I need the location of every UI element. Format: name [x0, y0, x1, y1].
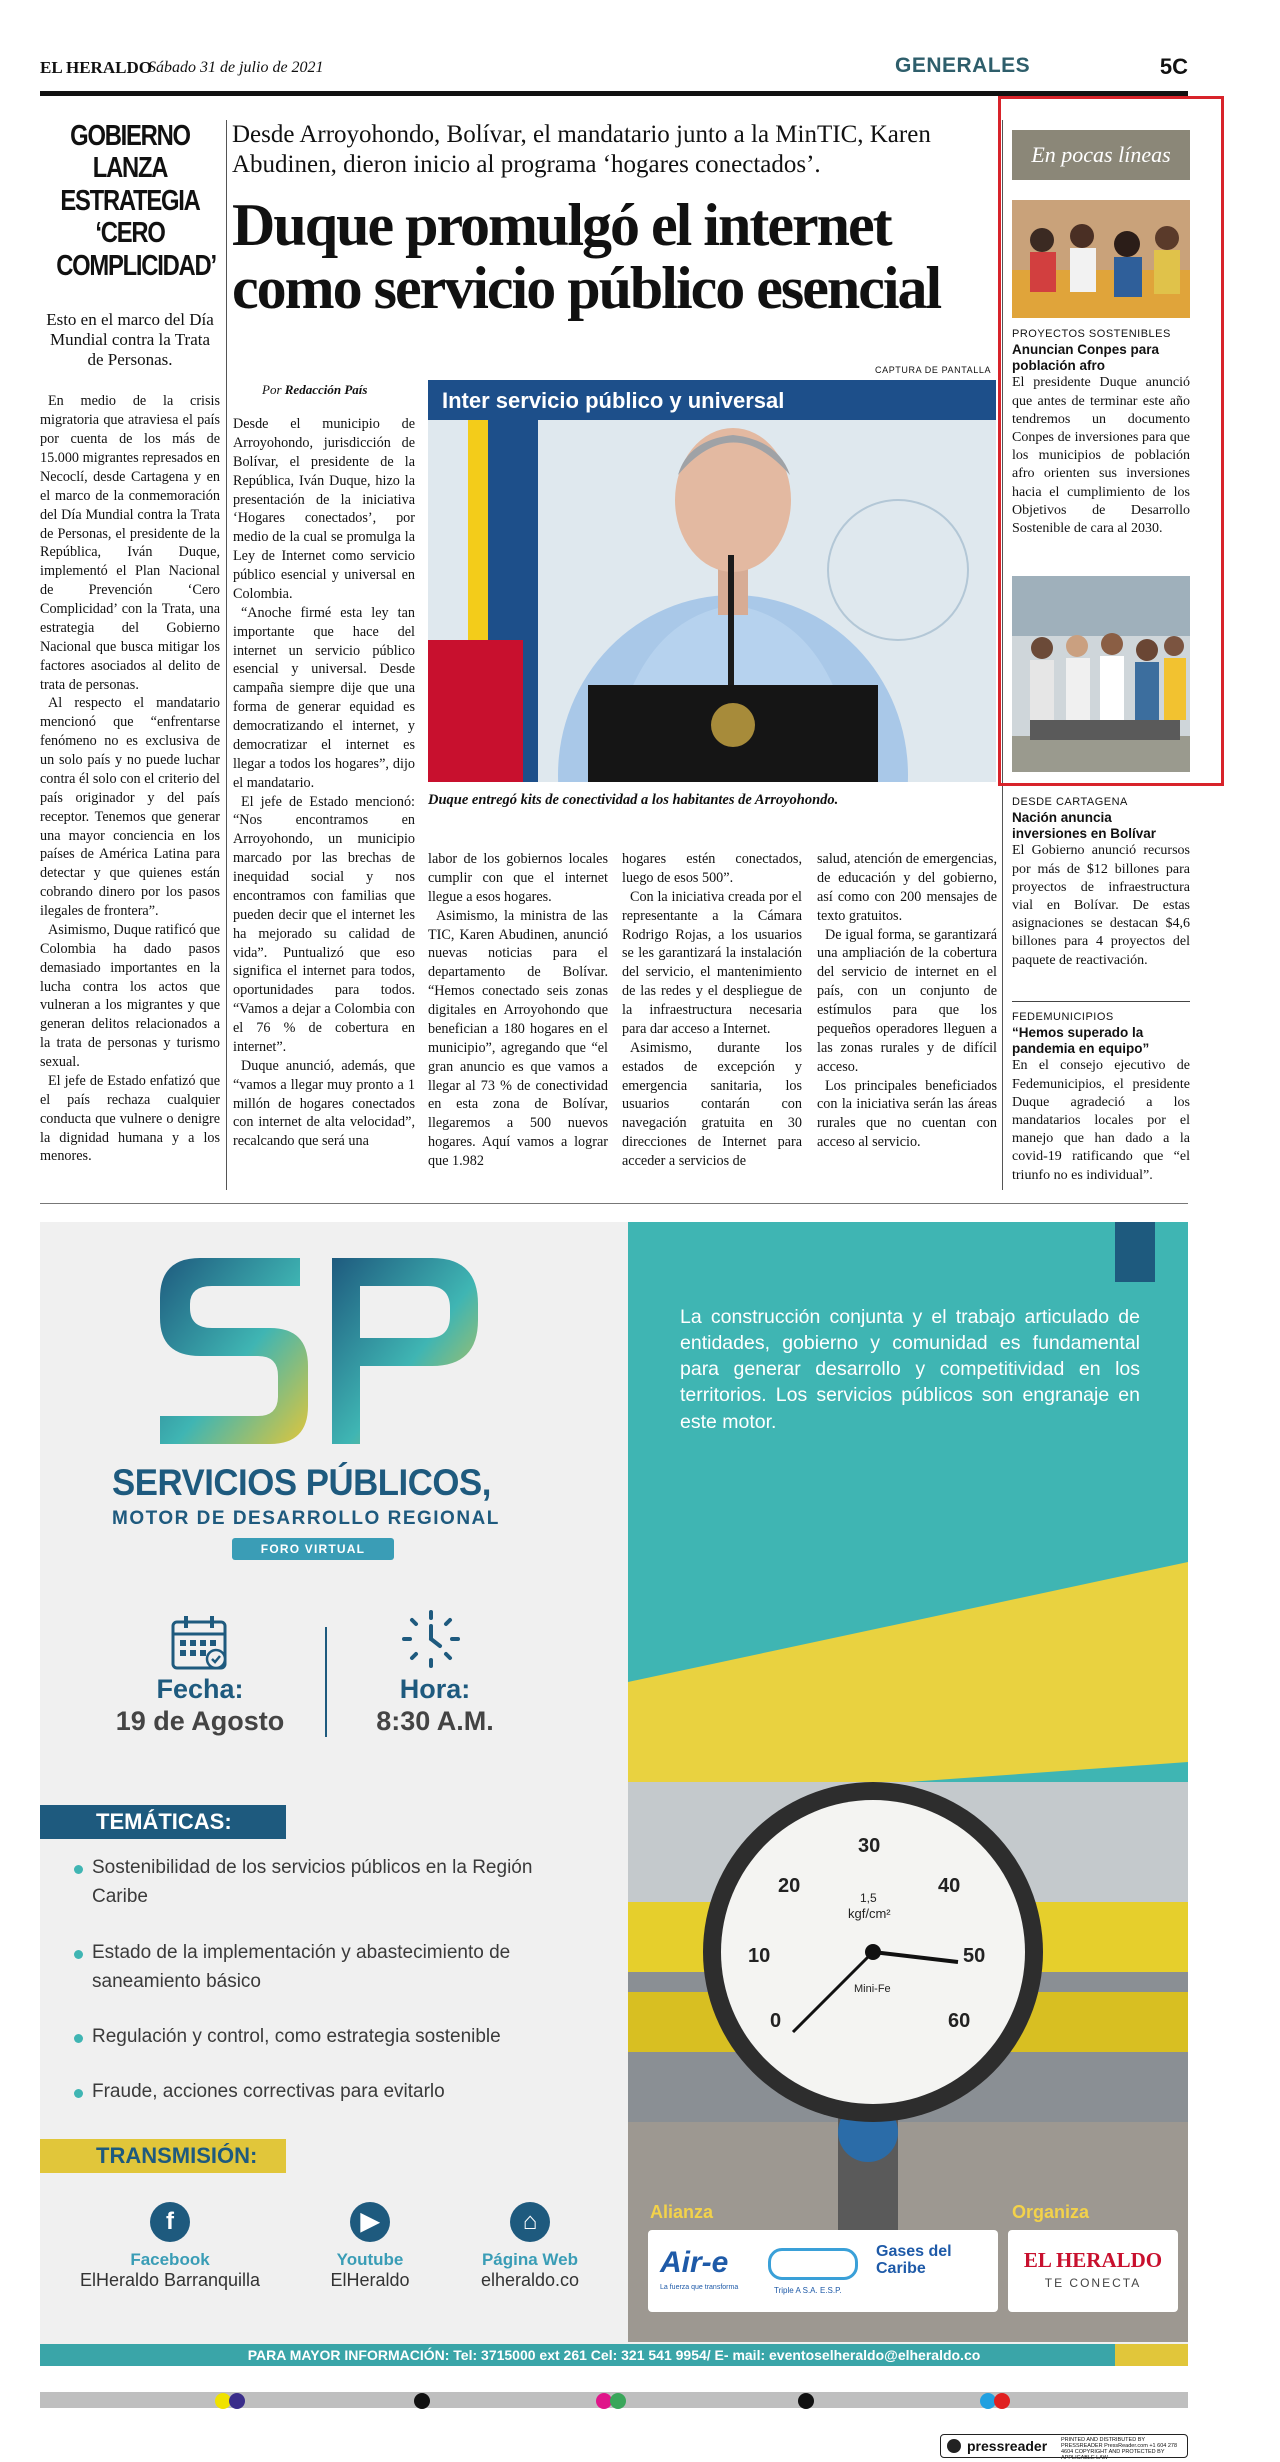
ad-title: SERVICIOS PÚBLICOS,: [112, 1462, 491, 1503]
pressreader-fine-print: PRINTED AND DISTRIBUTED BY PRESSREADER PressReader.com +1 604 278 4604 COPYRIGHT AND PROTECTED BY APPLICABLE LAW: [1061, 2437, 1178, 2461]
bullet-icon: [74, 2034, 83, 2043]
main-headline: Duque promulgó el internet como servicio público esencial: [232, 192, 941, 321]
pressreader-brand: pressreader: [967, 2438, 1048, 2454]
main-col-3: [622, 850, 802, 1171]
air-e-tagline: La fuerza que transforma: [660, 2284, 739, 2291]
left-story-headline: [56, 120, 216, 282]
channel-youtube[interactable]: [290, 2202, 450, 2291]
byline-author: Redacción País: [284, 382, 368, 397]
photo-credit: CAPTURA DE PANTALLA: [875, 365, 992, 375]
main-photo-caption: Duque entregó kits de conectividad a los habitantes de Arroyohondo.: [428, 792, 839, 808]
brief-photo-1-illustration: [1012, 200, 1190, 318]
bullet-icon: [74, 1865, 83, 1874]
paragraph: Asimismo, Duque ratificó que Colombia ha dado pasos demasiado importantes en la lucha contra los actos que vulneran a los migrantes y que generan delitos relacionados a la trata de personas y turismo sexual.: [40, 921, 220, 1071]
sp-logo: [160, 1246, 500, 1456]
gauge-tick-label: 20: [778, 1875, 801, 1897]
event-divider: [325, 1627, 327, 1737]
brief-divider: [1012, 1001, 1190, 1002]
organiza-label: Organiza: [1012, 2202, 1090, 2222]
triple-a-logo: [768, 2248, 858, 2280]
tematicas-heading: TEMÁTICAS:: [40, 1805, 286, 1839]
briefs-title: En pocas líneas: [1012, 130, 1190, 180]
brief-item-1: [1012, 328, 1190, 538]
paragraph: Duque anunció, además, que “vamos a llegar muy pronto a 1 millón de hogares conectados con internet de alta velocidad”, recalcando que será una: [233, 1057, 415, 1150]
brief-tag: DESDE CARTAGENA: [1012, 796, 1128, 808]
transmision-heading: TRANSMISIÓN:: [40, 2139, 286, 2173]
ad-blurb: La construcción conjunta y el trabajo articulado de entidades, gobierno y comunidad es fundamental para generar desarrollo y competitividad en los territorios. Los servicios públicos son engranaje en este motor.: [680, 1306, 1140, 1433]
main-photo: [428, 380, 996, 782]
main-col-4: [817, 850, 997, 1152]
main-col-1: [233, 415, 415, 1151]
bullet-icon: [74, 1950, 83, 1959]
paragraph: De igual forma, se garantizará una ampliación de la cobertura del servicio de internet en el país, con un conjunto de estímulos para que los pequeños operadores lleguen a las zonas rurales y de difícil acceso.: [817, 926, 997, 1075]
paragraph: Al respecto el mandatario mencionó que “enfrentarse fenómeno no es exclusiva de un solo país y no puede luchar contra él solo con el criterio del país originador y del país receptor. Tenemos que generar una mayor conciencia en los países de América Latina para detectar y que quienes están cobrando dinero por los pasos ilegales de frontera”.: [40, 695, 220, 920]
paragraph: El jefe de Estado enfatizó que el país rechaza cualquier conducta que vulnere o denigre la dignidad humana y a los menores.: [40, 1072, 220, 1165]
partner-logos: [648, 2230, 998, 2312]
column-divider: [226, 120, 227, 1190]
left-story-deck: Esto en el marco del Día Mundial contra la Trata de Personas.: [46, 310, 214, 370]
registration-mark: [798, 2393, 814, 2409]
registration-mark: [229, 2393, 245, 2409]
brief-item-3: [1012, 1011, 1190, 1185]
calendar-icon: [170, 1614, 230, 1672]
issue-date: Sábado 31 de julio de 2021: [148, 59, 324, 76]
masthead: [40, 52, 1188, 96]
organizer-tagline: TE CONECTA: [1044, 2276, 1142, 2290]
gauge-tick-label: 40: [938, 1875, 961, 1897]
channel-handle: ElHeraldo: [330, 2270, 410, 2290]
bullet-icon: [74, 2089, 83, 2098]
registration-mark: [994, 2393, 1010, 2409]
triple-a-label: Triple A S.A. E.S.P.: [774, 2286, 842, 2295]
gauge-tick-label: 30: [858, 1835, 881, 1857]
pressreader-icon: [947, 2439, 961, 2453]
paper-name: EL HERALDO: [40, 58, 152, 77]
paragraph: Con la iniciativa creada por el representante a la Cámara Rodrigo Rojas, a los usuarios se les garantizará la instalación del servicio, el mantenimiento de las redes y el despliegue de la infraestructura necesaria para dar acceso a Internet.: [622, 888, 802, 1037]
advertisement: [40, 1222, 1188, 2366]
paragraph: labor de los gobiernos locales cumplir con que el internet llegue a esos hogares.: [428, 851, 608, 905]
gauge-brand-label: Mini-Fe: [854, 1983, 891, 1995]
ad-format-pill: FORO VIRTUAL: [232, 1538, 394, 1560]
paragraph: En medio de la crisis migratoria que atraviesa el país por cuenta de los más de 15.000 migrantes represados en Necoclí, desde Cartagena y en el marco de la conmemoración del Día Mundial contra la Trata de Personas, el presidente de la República, Iván Duque, implementó el Plan Nacional de Prevención ‘Cero Complicidad’ con la Trata, una estrategia del Gobierno Nacional que busca mitigar los factores asociados al delito de trata de personas.: [40, 393, 220, 693]
left-story-body: [40, 392, 220, 1166]
brief-tag: PROYECTOS SOSTENIBLES: [1012, 328, 1171, 340]
paragraph: Desde el municipio de Arroyohondo, jurisdicción de Bolívar, el presidente de la República, Iván Duque, hizo la presentación de la iniciativa ‘Hogares conectados’, por medio de la cual se promulga la Ley de Internet como servicio público esencial y universal en Colombia.: [233, 416, 415, 602]
channel-handle: ElHeraldo Barranquilla: [79, 2270, 261, 2290]
air-e-logo: Air-e: [660, 2246, 729, 2279]
headline-line: ‘CERO: [95, 217, 165, 250]
tematica-item: Sostenibilidad de los servicios públicos en la Región Caribe: [92, 1857, 533, 1907]
ad-subtitle: MOTOR DE DESARROLLO REGIONAL: [112, 1508, 500, 1529]
brief-tag: FEDEMUNICIPIOS: [1012, 1011, 1114, 1023]
byline: [262, 382, 367, 398]
headline-line: LANZA: [92, 152, 168, 185]
brief-text: El presidente Duque anunció que antes de terminar este año tendremos un documento Conpes de inversiones para que los municipios de población afro orienten sus inversiones hacia el cumplimiento de los Objetivos de Desarrollo Sostenible de cara al 2030.: [1012, 375, 1190, 536]
headline-line: COMPLICIDAD’: [56, 249, 216, 282]
gauge-value-label: 1,5: [860, 1891, 877, 1905]
tematica-item: Estado de la implementación y abastecimiento de saneamiento básico: [92, 1942, 511, 1992]
alianza-label: Alianza: [650, 2202, 714, 2222]
byline-prefix: Por: [262, 382, 282, 397]
brief-photo-2: [1012, 576, 1190, 772]
paragraph: Asimismo, durante los estados de excepción y emergencia sanitaria, los usuarios contarán con navegación gratuita en 30 direcciones de Internet para acceder a servicios de: [622, 1039, 802, 1169]
headline-line: GOBIERNO: [70, 120, 190, 152]
paragraph: “Anoche firmé esta ley tan importante que hace del internet un servicio público esencial y universal. Desde campaña siempre dije que una forma de generar equidad es democratizando el internet, y democratizar el internet es llegar a todos los hogares”, dijo el mandatario.: [233, 604, 415, 791]
main-photo-illustration: [428, 380, 996, 782]
date-value: 19 de Agosto: [115, 1706, 285, 1736]
organizer-logo: [1008, 2230, 1178, 2312]
section-name: GENERALES: [895, 54, 1031, 77]
pressreader-badge: [940, 2434, 1188, 2461]
ad-footer-info: PARA MAYOR INFORMACIÓN: Tel: 3715000 ext 261 Cel: 321 541 9954/ E- mail: eventoselheraldo@elheraldo.co: [40, 2344, 1188, 2366]
tematica-item: Regulación y control, como estrategia sostenible: [92, 2026, 501, 2047]
facebook-icon: f: [150, 2202, 190, 2242]
gases-caribe-logo: Gases del Caribe: [876, 2243, 952, 2277]
gauge-tick-label: 0: [770, 2010, 782, 2032]
gauge-tick-label: 50: [963, 1945, 986, 1967]
brief-photo-1: [1012, 200, 1190, 318]
channel-name: Youtube: [336, 2250, 404, 2269]
registration-mark: [610, 2393, 626, 2409]
clock-icon: [400, 1608, 462, 1670]
channel-web[interactable]: [440, 2202, 620, 2291]
paragraph: El jefe de Estado mencionó: “Nos encontramos en Arroyohondo, un municipio marcado por las brechas de inequidad social y nos encontramos con familias que pueden decir que el internet les ha mejorado su calidad de vida”. Puntualizó que eso significa el internet para todos, oportunidades para todos. “Vamos a dejar a Colombia con el 76 % de cobertura en internet”.: [233, 793, 415, 1055]
page-number: 5C: [1159, 54, 1188, 79]
brief-item-2: [1012, 796, 1190, 970]
youtube-icon: ▶: [350, 2202, 390, 2242]
brief-headline: Nación anuncia inversiones en Bolívar: [1012, 810, 1157, 842]
paragraph: Asimismo, la ministra de las TIC, Karen Abudinen, anunció nuevas noticias para el departamento de Bolívar. “Hemos conectado seis zonas digitales en Arroyohondo que benefician a 180 hogares en el municipio”, agregando que “el gran anuncio es que vamos a llegar al 73 % de conectividad en esta zona de Bolívar, llegaremos a 500 nuevos hogares. Aquí vamos a lograr que 1.982: [428, 907, 608, 1169]
brief-text: El Gobierno anunció recursos por más de $12 billones para proyectos de infraestructura vial en Bolívar. De estas asignaciones se destacan $4,6 billones para 4 proyectos del paquete de reactivación.: [1012, 843, 1190, 968]
gauge-tick-label: 60: [948, 2010, 971, 2032]
main-col-2: [428, 850, 608, 1171]
photo-banner-text: Inter servicio público y universal: [442, 388, 785, 413]
main-story: [232, 120, 992, 320]
organizer-name: EL HERALDO: [1023, 2248, 1163, 2272]
tematica-item: Fraude, acciones correctivas para evitarlo: [92, 2081, 445, 2102]
brief-text: En el consejo ejecutivo de Fedemunicipios, el presidente Duque agradeció a los mandatarios locales por el manejo que han dado a la covid-19 ratificando que “el triunfo no es individual”.: [1012, 1058, 1190, 1183]
web-icon: ⌂: [510, 2202, 550, 2242]
decor-bar: [1115, 1222, 1155, 1282]
paragraph: Los principales beneficiados con la iniciativa serán las áreas rurales que no cuentan con acceso al servicio.: [817, 1077, 997, 1151]
paragraph: salud, atención de emergencias, de educación y del gobierno, así como con 200 mensajes de texto gratuitos.: [817, 851, 997, 924]
gauge-unit-label: kgf/cm²: [848, 1906, 891, 1921]
left-story: [40, 120, 220, 1166]
section-divider: [40, 1203, 1188, 1204]
time-value: 8:30 A.M.: [376, 1706, 494, 1736]
brief-headline: Anuncian Conpes para población afro: [1012, 342, 1160, 374]
time-label: Hora:: [399, 1674, 471, 1704]
headline-line: ESTRATEGIA: [60, 184, 200, 217]
paragraph: hogares estén conectados, luego de esos 500”.: [622, 851, 802, 886]
gauge-tick-label: 10: [748, 1945, 771, 1967]
brief-headline: “Hemos superado la pandemia en equipo”: [1012, 1025, 1150, 1057]
brief-photo-2-illustration: [1012, 576, 1190, 772]
channel-name: Facebook: [130, 2250, 210, 2269]
decor-bar: [1115, 2344, 1188, 2366]
registration-mark: [414, 2393, 430, 2409]
channel-facebook[interactable]: [70, 2202, 270, 2291]
main-kicker: Desde Arroyohondo, Bolívar, el mandatario junto a la MinTIC, Karen Abudinen, dieron inicio al programa ‘hogares conectados’.: [232, 121, 931, 178]
date-label: Fecha:: [156, 1674, 244, 1704]
channel-handle: elheraldo.co: [480, 2270, 580, 2290]
channel-name: Página Web: [481, 2250, 579, 2269]
